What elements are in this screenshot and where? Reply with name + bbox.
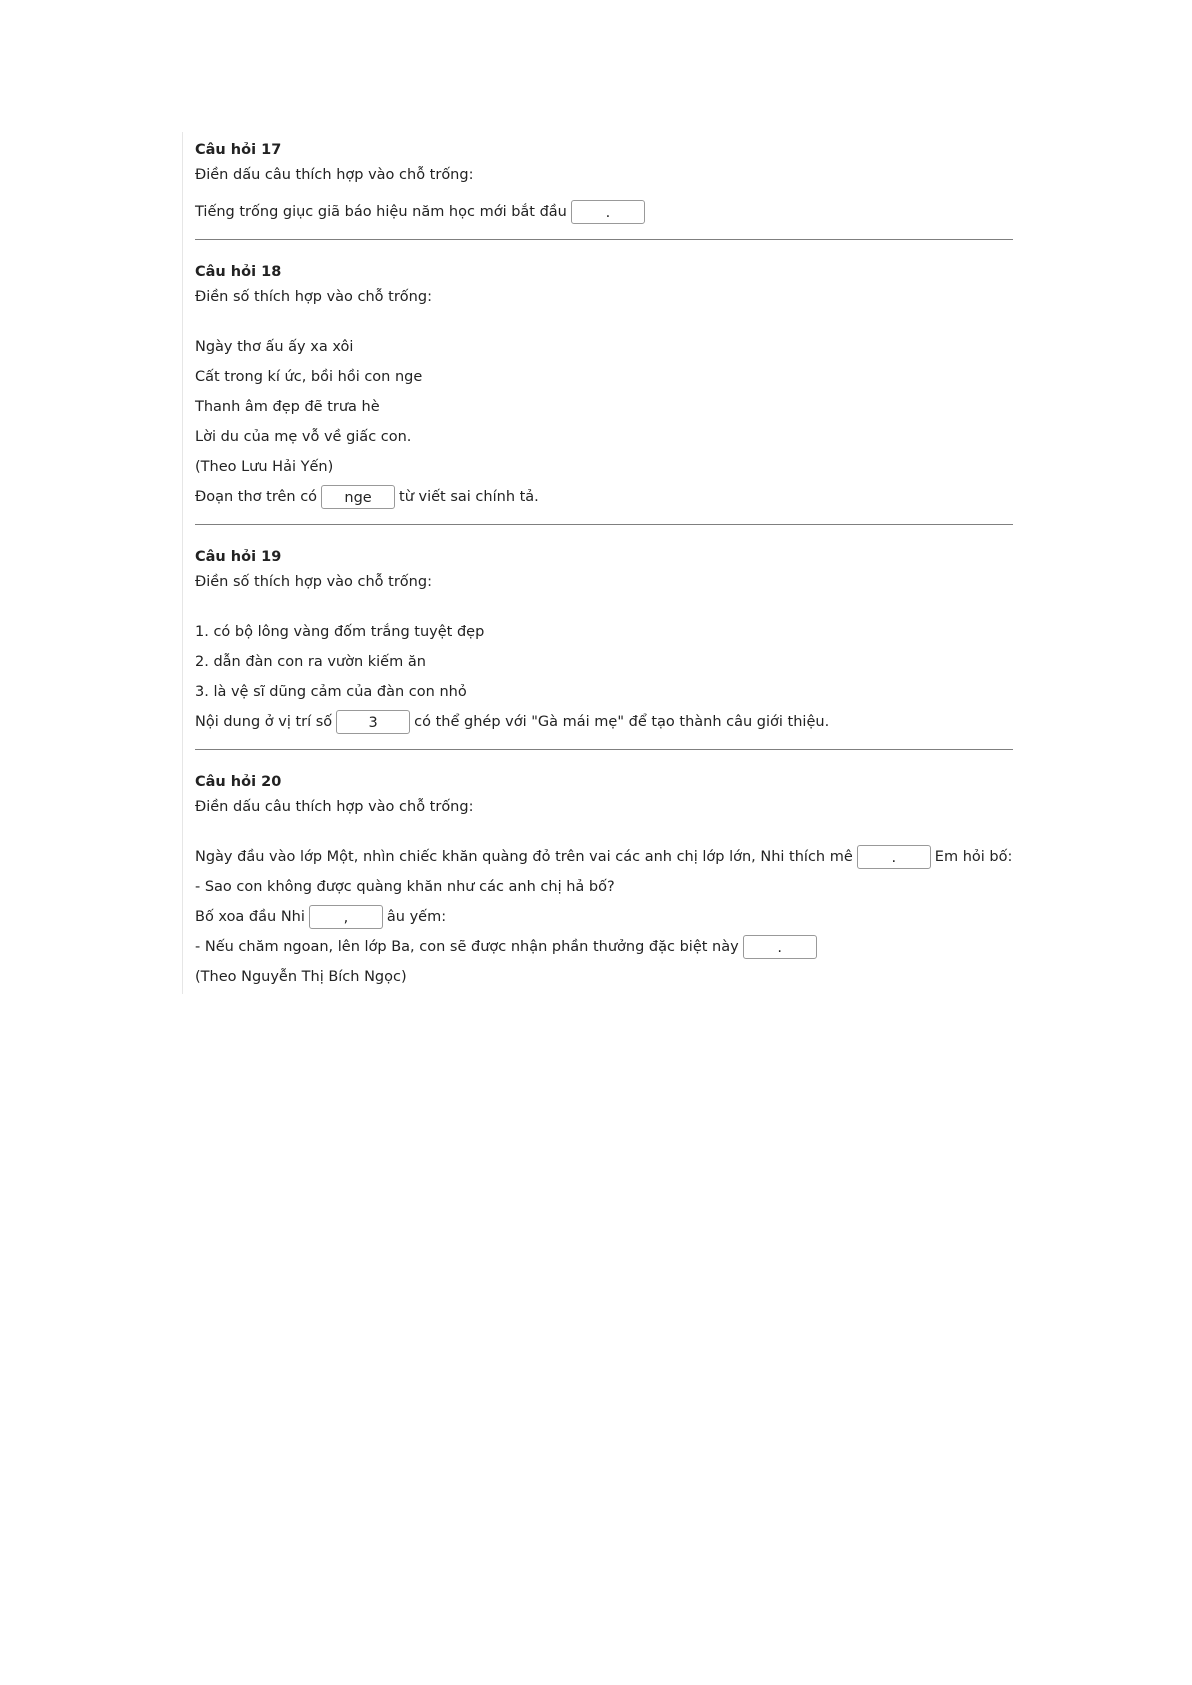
question-instruction: Điền dấu câu thích hợp vào chỗ trống: (195, 799, 474, 815)
question-divider (195, 524, 1013, 525)
quiz-content (182, 132, 1013, 994)
question-17 (183, 138, 1013, 225)
answer-line (195, 484, 1013, 510)
poem-source: (Theo Lưu Hải Yến) (195, 459, 334, 475)
line-text-after: Em hỏi bố: (934, 849, 1013, 865)
answer-blank[interactable]: . (857, 845, 931, 869)
question-divider (195, 749, 1013, 750)
option-line: 3. là vệ sĩ dũng cảm của đàn con nhỏ (195, 684, 467, 700)
answer-blank[interactable]: , (309, 905, 383, 929)
question-title: Câu hỏi 19 (195, 549, 282, 565)
line-text-before: - Nếu chăm ngoan, lên lớp Ba, con sẽ được nhận phần thưởng đặc biệt này (195, 939, 739, 955)
question-20 (183, 770, 1013, 990)
answer-line (195, 844, 1013, 870)
question-instruction: Điền số thích hợp vào chỗ trống: (195, 574, 432, 590)
question-instruction: Điền số thích hợp vào chỗ trống: (195, 289, 432, 305)
poem-line: Ngày thơ ấu ấy xa xôi (195, 339, 354, 355)
line-text-before: Ngày đầu vào lớp Một, nhìn chiếc khăn quàng đỏ trên vai các anh chị lớp lớn, Nhi thích mê (195, 849, 853, 865)
question-18 (183, 260, 1013, 510)
line-text-before: Tiếng trống giục giã báo hiệu năm học mới bắt đầu (195, 204, 567, 220)
question-title: Câu hỏi 18 (195, 264, 282, 280)
dialogue-line: - Sao con không được quàng khăn như các anh chị hả bố? (195, 879, 615, 895)
line-text-before: Nội dung ở vị trí số (195, 714, 333, 730)
question-title: Câu hỏi 17 (195, 142, 282, 158)
poem-line: Lời du của mẹ vỗ về giấc con. (195, 429, 412, 445)
question-title: Câu hỏi 20 (195, 774, 282, 790)
question-19 (183, 545, 1013, 735)
poem-line: Thanh âm đẹp đẽ trưa hè (195, 399, 380, 415)
line-text-after: từ viết sai chính tả. (399, 489, 539, 505)
line-text-after: có thể ghép với "Gà mái mẹ" để tạo thành câu giới thiệu. (414, 714, 830, 730)
answer-line (195, 709, 1013, 735)
answer-blank[interactable]: . (743, 935, 817, 959)
answer-blank[interactable]: 3 (336, 710, 410, 734)
line-text-after: âu yếm: (386, 909, 447, 925)
question-instruction: Điền dấu câu thích hợp vào chỗ trống: (195, 167, 474, 183)
answer-blank[interactable]: . (571, 200, 645, 224)
answer-line (195, 199, 1013, 225)
line-text-before: Bố xoa đầu Nhi (195, 909, 305, 925)
option-line: 1. có bộ lông vàng đốm trắng tuyệt đẹp (195, 624, 485, 640)
line-text-before: Đoạn thơ trên có (195, 489, 318, 505)
poem-line: Cất trong kí ức, bồi hồi con nge (195, 369, 423, 385)
question-divider (195, 239, 1013, 240)
option-line: 2. dẫn đàn con ra vườn kiếm ăn (195, 654, 426, 670)
answer-line (195, 904, 1013, 930)
answer-line (195, 934, 1013, 960)
story-source: (Theo Nguyễn Thị Bích Ngọc) (195, 969, 407, 985)
answer-blank[interactable]: nge (321, 485, 395, 509)
